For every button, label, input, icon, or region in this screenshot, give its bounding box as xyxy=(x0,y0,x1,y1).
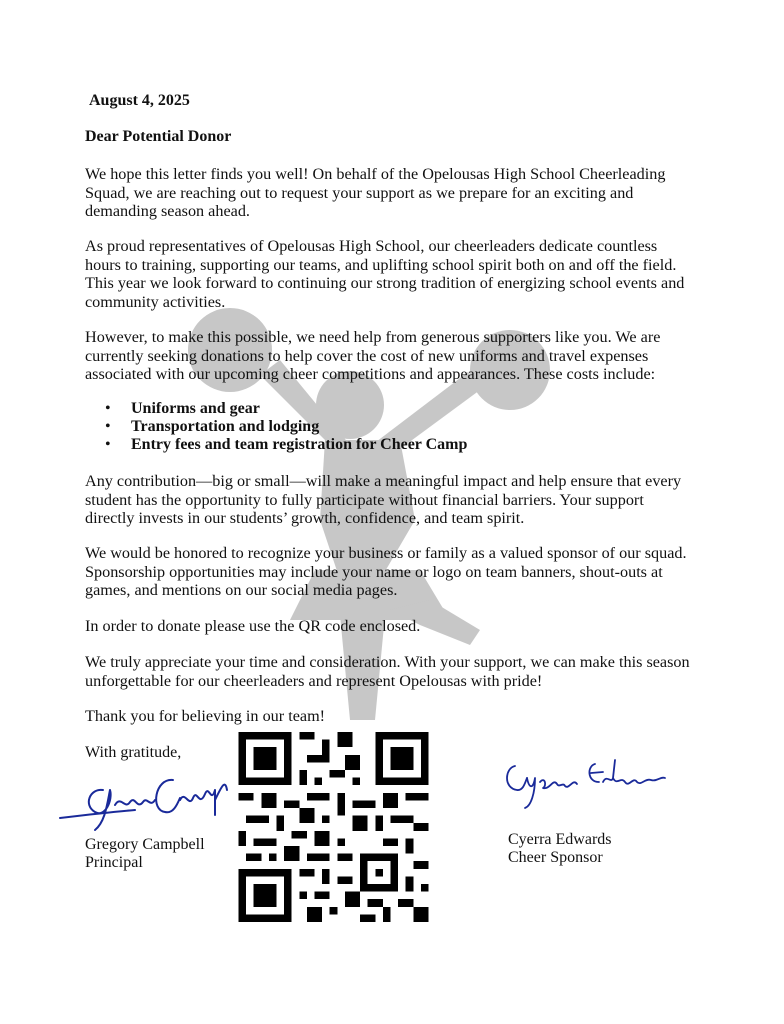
paragraph-thank-you: Thank you for believing in our team! xyxy=(85,707,326,725)
paragraph-donation-request: However, to make this possible, we need help from generous supporters like you. We are currently seeking donations to help cover the cost of new uniforms and travel expenses associated with our upcoming cheer competitions and appearances. These costs include: xyxy=(85,328,661,383)
paragraph-contribution: Any contribution—big or small—will make a meaningful impact and help ensure that every student has the opportunity to fully participate without financial barriers. Your support directly invests in our students’ growth, confidence, and team spirit. xyxy=(85,472,682,527)
qr-code-icon[interactable] xyxy=(237,732,430,922)
paragraph-sponsorship: We would be honored to recognize your business or family as a valued sponsor of our squad. Sponsorship opportunities may include your name or logo on team banners, shout-outs at games, and mentions on our social media pages. xyxy=(85,544,687,599)
letter-date: August 4, 2025 xyxy=(89,92,190,109)
costs-list xyxy=(100,400,467,454)
paragraph-intro: We hope this letter finds you well! On behalf of the Opelousas High School Cheerleading Squad, we are reaching out to request your support as we prepare for an exciting and demanding season ahead. xyxy=(85,165,666,220)
paragraph-representatives: As proud representatives of Opelousas High School, our cheerleaders dedicate countless hours to training, supporting our teams, and uplifting school spirit both on and off the field. This year we look forward to continuing our strong tradition of energizing school events and community activities. xyxy=(85,237,685,311)
letter-greeting: Dear Potential Donor xyxy=(85,128,232,145)
list-item: • Uniforms and gear xyxy=(100,400,467,418)
list-item: • Transportation and lodging xyxy=(100,418,467,436)
paragraph-appreciation: We truly appreciate your time and consideration. With your support, we can make this season unforgettable for our cheerleaders and represent Opelousas with pride! xyxy=(85,653,690,690)
closing-line: With gratitude, xyxy=(85,744,182,761)
signature-cyerra-edwards xyxy=(495,748,675,813)
signature-gregory-campbell xyxy=(55,760,235,835)
signer-title-left: Principal xyxy=(85,854,143,871)
list-item: • Entry fees and team registration for Cheer Camp xyxy=(100,436,467,454)
signer-name-right: Cyerra Edwards xyxy=(508,831,612,848)
paragraph-qr-instructions: In order to donate please use the QR code enclosed. xyxy=(85,617,421,635)
signer-name-left: Gregory Campbell xyxy=(85,836,205,853)
signer-title-right: Cheer Sponsor xyxy=(508,849,603,866)
